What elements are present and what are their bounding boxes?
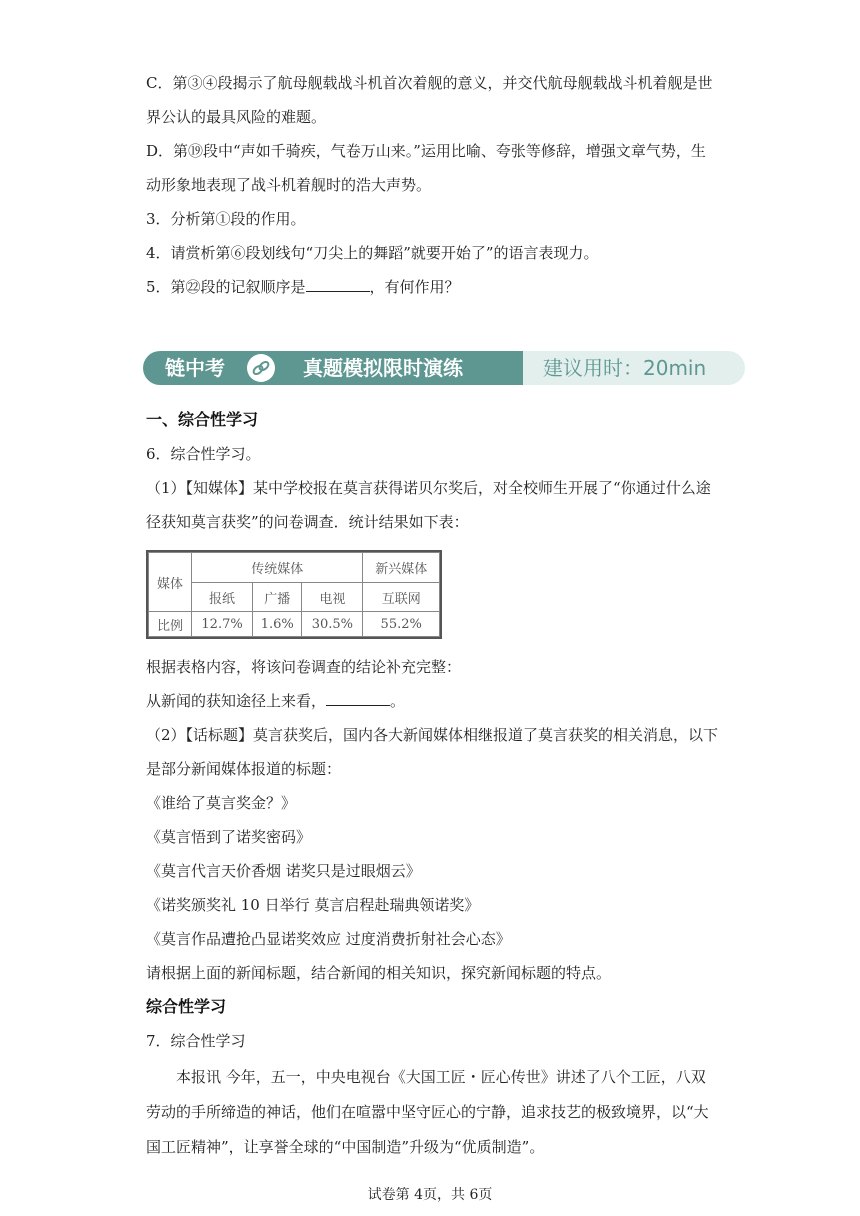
- table-group-traditional: 传统媒体: [192, 553, 363, 583]
- question-4: 4．请赏析第⑥段划线句“刀尖上的舞蹈”就要开始了”的语言表现力。: [146, 244, 599, 262]
- option-d-line2: 动形象地表现了战斗机着舰时的浩大声势。: [146, 176, 432, 194]
- section1-heading: 一、综合性学习: [146, 410, 259, 429]
- table-row-header-media: 媒体: [149, 553, 192, 612]
- banner-left-label: 链中考: [165, 356, 225, 380]
- question-5: [146, 277, 460, 297]
- question-7-title: 7．综合性学习: [146, 1032, 246, 1050]
- question-6-title: 6．综合性学习。: [146, 445, 261, 463]
- table-cell: 30.5%: [302, 612, 363, 637]
- question-3: 3．分析第①段的作用。: [146, 210, 306, 228]
- table-col-header: 报纸: [192, 583, 253, 612]
- passage-line1: 本报讯 今年，五一，中央电视台《大国工匠・匠心传世》讲述了八个工匠，八双: [176, 1068, 706, 1086]
- table-cell: 55.2%: [363, 612, 440, 637]
- news-title: 《谁给了莫言奖金？》: [146, 794, 297, 812]
- part2-line1: （2）【话标题】莫言获奖后，国内各大新闻媒体相继报道了莫言获奖的相关消息，以下: [146, 726, 719, 744]
- table-col-header: 互联网: [363, 583, 440, 612]
- answer-blank[interactable]: [326, 691, 390, 706]
- survey-table: [146, 550, 442, 639]
- table-cell: 1.6%: [253, 612, 302, 637]
- option-c-line2: 界公认的最具风险的难题。: [146, 108, 327, 126]
- news-title: 《莫言代言天价香烟 诺奖只是过眼烟云》: [146, 862, 421, 880]
- option-d-line1: D．第⑲段中“声如千骑疾，气卷万山来。”运用比喻、夸张等修辞，增强文章气势，生: [146, 142, 706, 160]
- answer-blank[interactable]: [306, 277, 370, 292]
- prompt-text: 请根据上面的新闻标题，结合新闻的相关知识，探究新闻标题的特点。: [146, 964, 612, 982]
- table-cell: 12.7%: [192, 612, 253, 637]
- passage-line3: 国工匠精神”，让享誉全球的“中国制造”升级为“优质制造”。: [146, 1138, 545, 1156]
- section2-heading: 综合性学习: [146, 997, 227, 1016]
- option-c-line1: C．第③④段揭示了航母舰载战斗机首次着舰的意义，并交代航母舰载战斗机着舰是世: [146, 74, 713, 92]
- banner-right-label: 建议用时：20min: [543, 356, 707, 380]
- after-table-text: 从新闻的获知途径上来看，: [146, 692, 327, 710]
- news-title: 《莫言悟到了诺奖密码》: [146, 828, 312, 846]
- table-col-header: 广播: [253, 583, 302, 612]
- table-group-new: 新兴媒体: [363, 553, 440, 583]
- table-col-header: 电视: [302, 583, 363, 612]
- link-icon: [247, 354, 275, 382]
- part1-line1: （1）【知媒体】某中学校报在莫言获得诺贝尔奖后，对全校师生开展了“你通过什么途: [146, 479, 711, 497]
- part1-line2: 径获知莫言获奖”的问卷调查．统计结果如下表：: [146, 513, 469, 531]
- after-table-tail: 。: [390, 692, 406, 710]
- passage-line2: 劳动的手所缔造的神话，他们在喧嚣中坚守匠心的宁静，追求技艺的极致境界，以“大: [146, 1103, 709, 1121]
- banner-middle-label: 真题模拟限时演练: [303, 356, 463, 380]
- news-title: 《莫言作品遭抢凸显诺奖效应 过度消费折射社会心态》: [146, 930, 511, 948]
- after-table-line2: [146, 691, 405, 711]
- table-row-header-ratio: 比例: [149, 612, 192, 637]
- part2-line2: 是部分新闻媒体报道的标题：: [146, 760, 342, 778]
- news-title: 《诺奖颁奖礼 10 日举行 莫言启程赴瑞典领诺奖》: [146, 896, 480, 914]
- question-5-tail: ，有何作用？: [369, 278, 460, 296]
- page-footer: 试卷第 4页，共 6页: [367, 1187, 493, 1203]
- section-banner: [143, 351, 745, 385]
- question-5-text: 5．第㉒段的记叙顺序是: [146, 278, 306, 296]
- after-table-line1: 根据表格内容，将该问卷调查的结论补充完整：: [146, 658, 462, 676]
